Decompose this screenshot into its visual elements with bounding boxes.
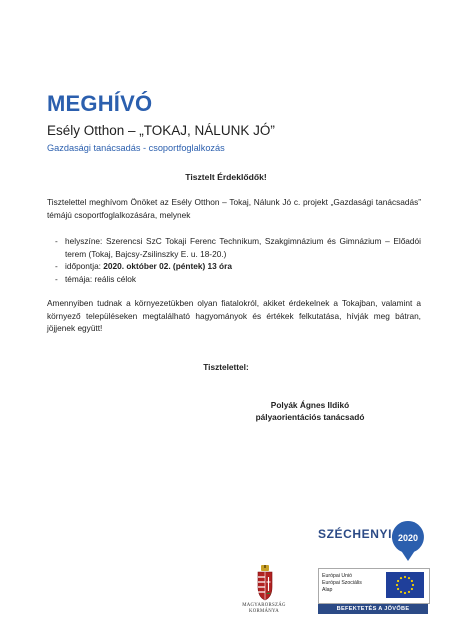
gov-line-1: MAGYARORSZÁG <box>242 603 286 608</box>
date-label: időpontja: <box>65 261 101 272</box>
government-label <box>236 603 292 615</box>
location-value: Szerencsi SzC Tokaji Ferenc Technikum, Szakgimnázium és Gimnázium – Előadói terem (Tokaj, Bajcsy-Zsilinszky E. u. 18-20.) <box>65 236 421 259</box>
szechenyi-logo-text: SZÉCHENYI <box>318 527 393 541</box>
details-list <box>47 235 421 285</box>
eu-star <box>397 580 399 582</box>
eu-star <box>411 580 413 582</box>
szechenyi-logo-icon <box>390 519 426 563</box>
event-subtitle: Esély Otthon – „TOKAJ, NÁLUNK JÓ” <box>47 123 275 138</box>
eu-star <box>396 584 398 586</box>
list-dash: - <box>55 273 58 284</box>
list-item-date <box>47 260 421 273</box>
closing-salutation: Tisztelettel: <box>203 362 249 372</box>
hungarian-coat-of-arms-icon <box>257 565 273 601</box>
eu-star <box>404 592 406 594</box>
date-value: 2020. október 02. (péntek) 13 óra <box>103 261 232 272</box>
eu-star <box>412 584 414 586</box>
eu-flag-icon <box>386 572 424 598</box>
topic-label: témája: <box>65 273 93 284</box>
list-dash: - <box>55 236 58 246</box>
event-type: Gazdasági tanácsadás - csoportfoglalkozás <box>47 143 225 153</box>
invitation-paragraph: Amennyiben tudnak a környezetükben olyan fiatalokról, akiket érdekelnek a Tokajban, valamint a környező településeken megtalálható hagyományok és értékek felkutatása, hívják meg bátran, jöjjenek együtt! <box>47 298 421 334</box>
eu-fund-label <box>322 573 362 594</box>
szechenyi-year: 2020 <box>397 533 419 543</box>
list-item-topic <box>47 273 421 286</box>
eu-line-1: Európai Unió <box>322 573 352 579</box>
eu-slogan-banner: BEFEKTETÉS A JÖVŐBE <box>318 604 428 614</box>
gov-line-2: KORMÁNYA <box>248 609 280 614</box>
eu-star <box>397 588 399 590</box>
topic-value: reális célok <box>94 273 137 284</box>
eu-star <box>411 588 413 590</box>
eu-star <box>400 577 402 579</box>
eu-star <box>404 576 406 578</box>
eu-star <box>408 591 410 593</box>
intro-paragraph: Tisztelettel meghívom Önöket az Esély Otthon – Tokaj, Nálunk Jó c. projekt „Gazdasági tanácsadás” témájú csoportfoglalkozására, melynek <box>47 197 421 220</box>
signer-title: pályaorientációs tanácsadó <box>255 412 365 422</box>
list-item-location <box>47 235 421 260</box>
eu-star <box>400 591 402 593</box>
list-dash: - <box>55 261 58 272</box>
signer-name: Polyák Ágnes Ildikó <box>270 400 350 410</box>
greeting: Tisztelt Érdeklődők! <box>185 172 267 182</box>
eu-star <box>408 577 410 579</box>
eu-line-2: Európai Szociális <box>322 580 362 586</box>
location-label: helyszíne: <box>65 236 103 246</box>
page-title: MEGHÍVÓ <box>47 91 153 116</box>
eu-line-3: Alap <box>322 587 333 593</box>
